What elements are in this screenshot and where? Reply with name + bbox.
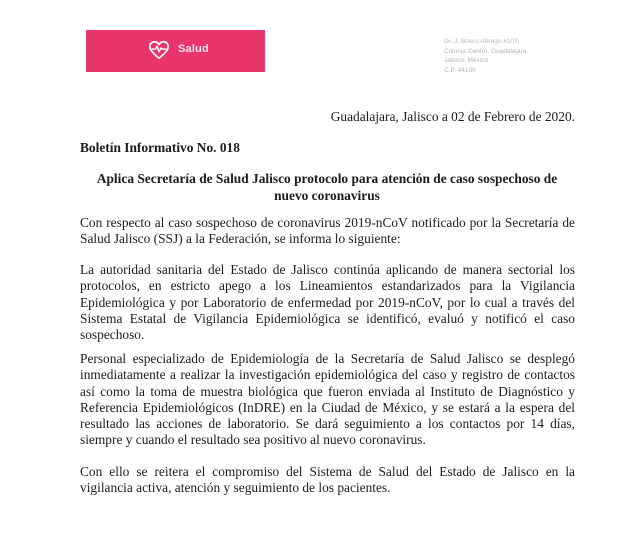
date-line: Guadalajara, Jalisco a 02 de Febrero de 2020.	[330, 109, 575, 124]
address-line: Dr. J. Bosco Abrego #107,	[444, 38, 520, 45]
paragraph-intro: Con respecto al caso sospechoso de coronavirus 2019-nCoV notificado por la Secretaría de Salud Jalisco (SSJ) a la Federación, se informa lo siguiente:	[80, 215, 575, 247]
salud-logo-banner	[86, 30, 265, 72]
heart-pulse-icon	[148, 39, 170, 61]
headline: Aplica Secretaría de Salud Jalisco protocolo para atención de caso sospechoso de nuevo coronavirus	[96, 171, 558, 203]
address-block	[444, 37, 584, 75]
address-line: C.P. 44100	[444, 66, 476, 74]
address-line: Jalisco, México	[444, 57, 489, 64]
bulletin-number: Boletín Informativo No. 018	[80, 140, 240, 155]
paragraph-protocol: La autoridad sanitaria del Estado de Jalisco continúa aplicando de manera sectorial los protocolos, en estricto apego a los Lineamientos estandarizados para la Vigilancia Epidemiológica y por Laboratorio de enfermedad por 2019-nCoV, por lo cual a través del Sistema Estatal de Vigilancia Epidemiológica se identificó, evaluó y notificó el caso sospechoso.	[80, 262, 575, 343]
paragraph-investigation: Personal especializado de Epidemiología de la Secretaría de Salud Jalisco se desplegó inmediatamente a realizar la investigación epidemiológica del caso y registro de contactos así como la toma de muestra biológica que fueron enviada al Instituto de Diagnóstico y Referencia Epidemiológicos (InDRE) en la Ciudad de México, y se estará a la espera del resultado las acciones de laboratorio. Se dará seguimiento a los contactos por 14 días, siempre y cuando el resultado sea positivo al nuevo coronavirus.	[80, 351, 575, 448]
logo-text: Salud	[178, 43, 209, 55]
address-line: Colonia Centro, Guadalajara,	[444, 47, 529, 55]
paragraph-commitment: Con ello se reitera el compromiso del Sistema de Salud del Estado de Jalisco en la vigilancia activa, atención y seguimiento de los pacientes.	[80, 464, 575, 496]
